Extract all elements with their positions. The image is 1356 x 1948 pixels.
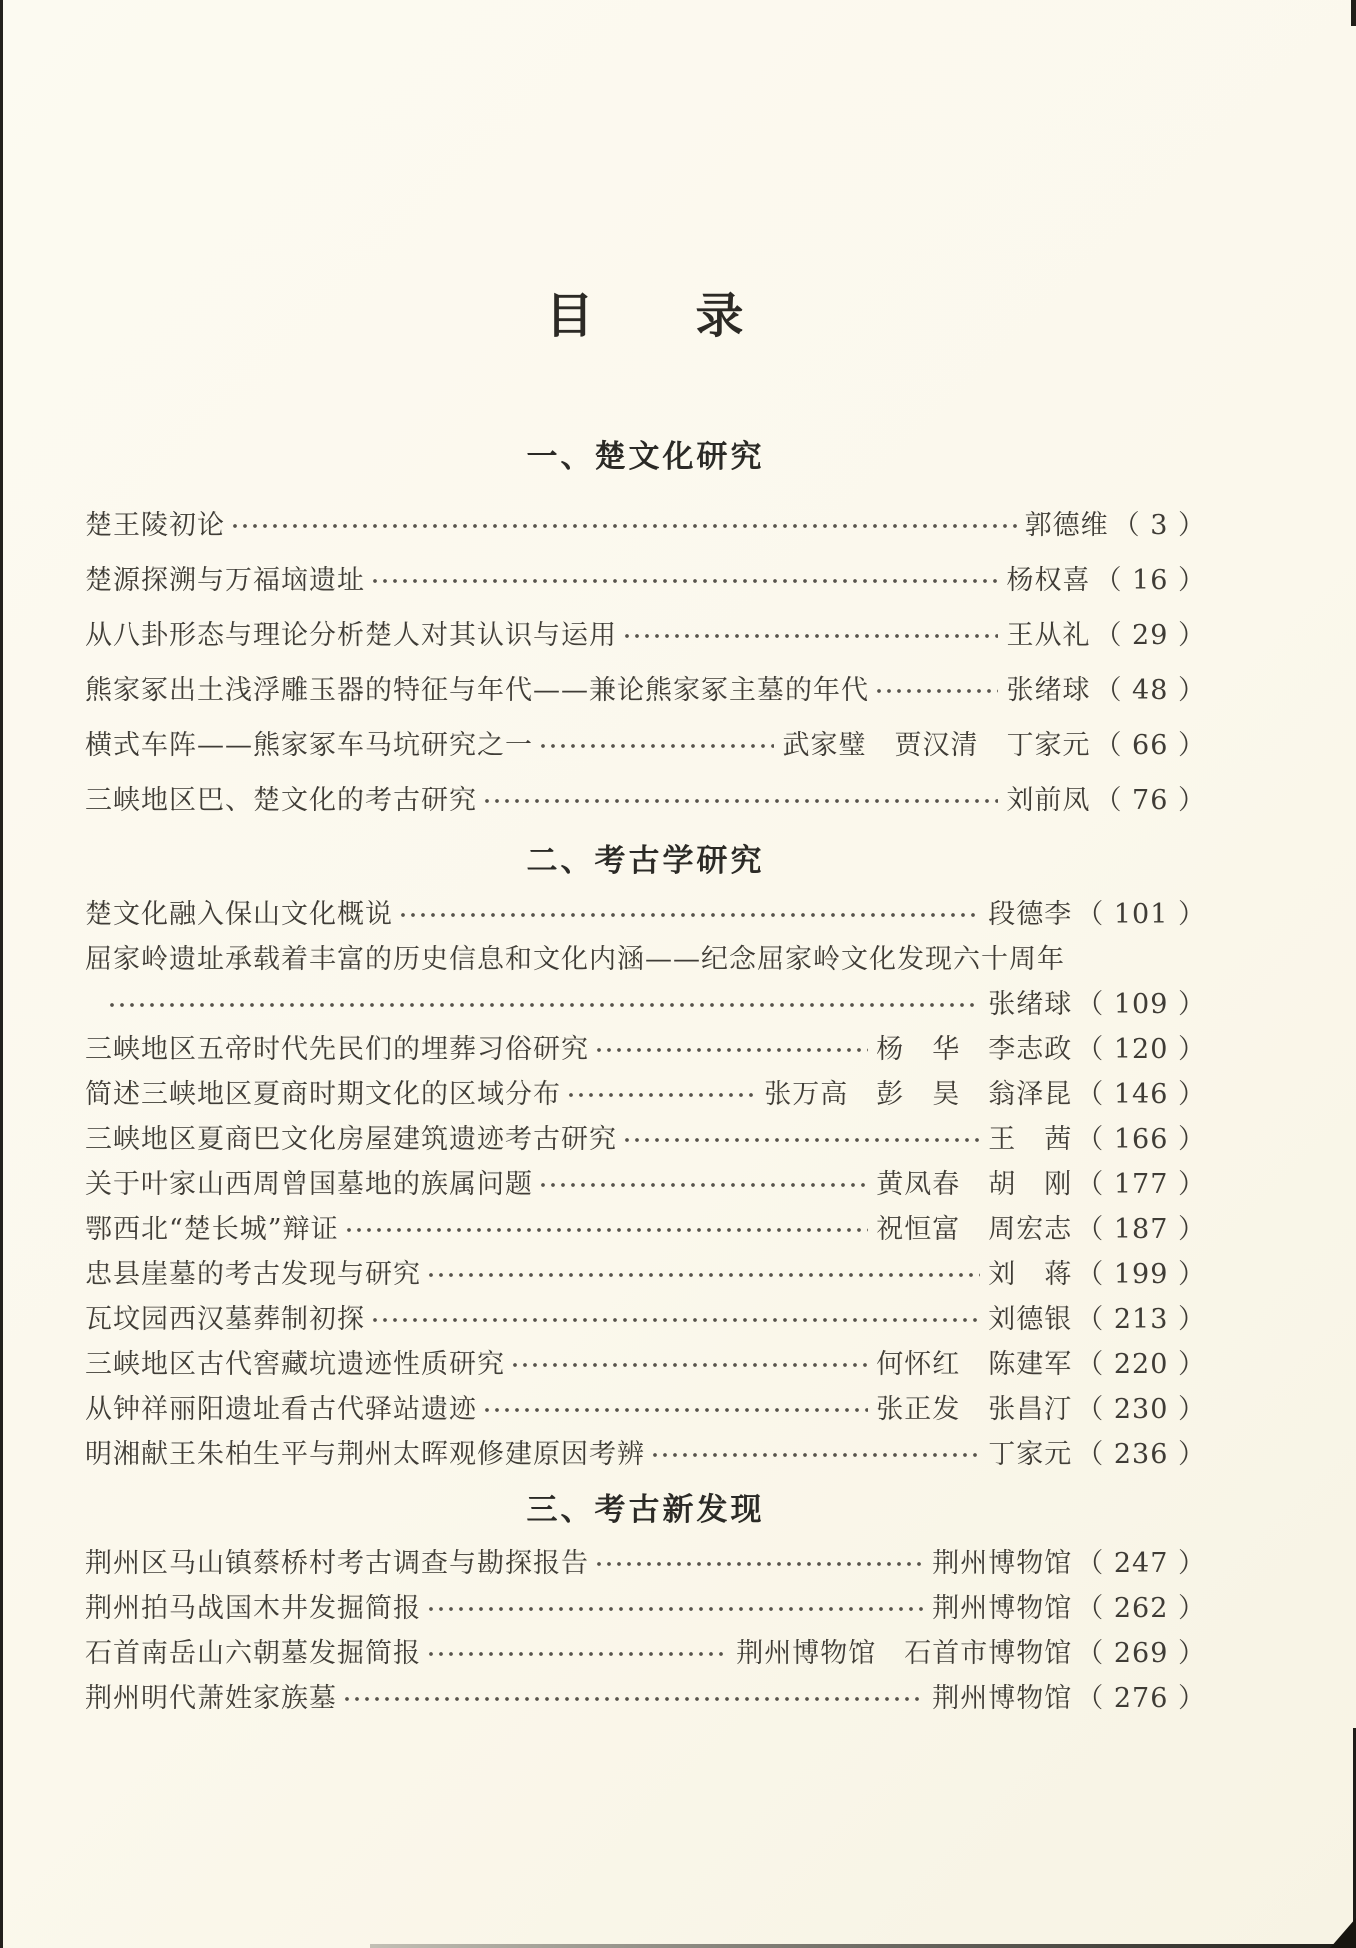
toc-entry — [85, 553, 1206, 608]
toc-entry-list — [85, 498, 1206, 828]
entry-page-number: （ 146 ） — [1076, 1079, 1206, 1110]
entry-title: 简述三峡地区夏商时期文化的区域分布 — [85, 1079, 561, 1110]
dot-leader — [620, 621, 998, 651]
dot-leader — [620, 1125, 980, 1155]
entry-authors: 荆州博物馆 石首市博物馆 — [736, 1638, 1073, 1669]
entry-page-number: （ 29 ） — [1094, 620, 1206, 651]
toc-entry — [85, 1162, 1206, 1207]
entry-title: 荆州明代萧姓家族墓 — [85, 1683, 337, 1714]
entry-page-number: （ 177 ） — [1076, 1169, 1206, 1200]
dot-leader — [396, 900, 980, 930]
entry-title: 楚王陵初论 — [85, 510, 225, 541]
entry-title: 楚源探溯与万福垴遗址 — [85, 565, 365, 596]
entry-page-number: （ 109 ） — [1076, 989, 1206, 1020]
entry-authors: 张万高 彭 昊 翁泽昆 — [764, 1079, 1073, 1110]
toc-entry — [85, 1541, 1206, 1586]
entry-page-number: （ 236 ） — [1076, 1439, 1206, 1470]
dot-leader — [368, 1305, 980, 1335]
entry-title: 屈家岭遗址承载着丰富的历史信息和文化内涵——纪念屈家岭文化发现六十周年 — [85, 944, 1065, 975]
toc-section — [85, 1491, 1206, 1721]
entry-title: 三峡地区夏商巴文化房屋建筑遗迹考古研究 — [85, 1124, 617, 1155]
entry-authors: 祝恒富 周宏志 — [876, 1214, 1073, 1245]
entry-title: 熊家冢出土浅浮雕玉器的特征与年代——兼论熊家冢主墓的年代 — [85, 675, 869, 706]
toc-entry-list — [85, 1541, 1206, 1721]
dot-leader — [424, 1594, 924, 1624]
entry-title: 石首南岳山六朝墓发掘简报 — [85, 1638, 421, 1669]
scan-edge-bottom — [370, 1944, 1356, 1948]
dot-leader — [508, 1350, 868, 1380]
entry-title: 三峡地区巴、楚文化的考古研究 — [85, 785, 477, 816]
toc-entry — [85, 1586, 1206, 1631]
entry-authors: 刘德银 — [988, 1304, 1073, 1335]
entry-page-number: （ 16 ） — [1094, 565, 1206, 596]
toc-entry — [85, 1252, 1206, 1297]
toc-entry — [85, 1072, 1206, 1117]
entry-title: 三峡地区五帝时代先民们的埋葬习俗研究 — [85, 1034, 589, 1065]
toc-entry — [85, 1117, 1206, 1162]
entry-title: 关于叶家山西周曾国墓地的族属问题 — [85, 1169, 533, 1200]
entry-title: 瓦坟园西汉墓葬制初探 — [85, 1304, 365, 1335]
toc-entry — [85, 498, 1206, 553]
toc-entry — [85, 718, 1206, 773]
entry-authors: 杨权喜 — [1006, 565, 1091, 596]
section-heading: 三、考古新发现 — [526, 1492, 765, 1528]
entry-authors: 刘前凤 — [1006, 785, 1091, 816]
entry-authors: 刘 蒋 — [988, 1259, 1073, 1290]
page-title: 目 录 — [545, 288, 746, 344]
entry-title: 横式车阵——熊家冢车马坑研究之一 — [85, 730, 533, 761]
toc-entry — [85, 773, 1206, 828]
entry-page-number: （ 247 ） — [1076, 1548, 1206, 1579]
entry-page-number: （ 276 ） — [1076, 1683, 1206, 1714]
entry-title: 三峡地区古代窖藏坑遗迹性质研究 — [85, 1349, 505, 1380]
dot-leader — [105, 990, 980, 1020]
scan-corner-top-right — [1351, 0, 1356, 26]
toc-entry — [85, 1342, 1206, 1387]
toc-entry — [85, 1387, 1206, 1432]
entry-authors: 何怀红 陈建军 — [876, 1349, 1073, 1380]
toc-section — [85, 842, 1206, 1477]
entry-page-number: （ 120 ） — [1076, 1034, 1206, 1065]
entry-authors: 王 茜 — [988, 1124, 1073, 1155]
entry-page-number: （ 213 ） — [1076, 1304, 1206, 1335]
dot-leader — [424, 1260, 980, 1290]
toc-entry — [85, 1432, 1206, 1477]
entry-authors: 黄凤春 胡 刚 — [876, 1169, 1073, 1200]
dot-leader — [592, 1035, 868, 1065]
entry-page-number: （ 269 ） — [1076, 1638, 1206, 1669]
entry-authors: 杨 华 李志政 — [876, 1034, 1073, 1065]
toc-entry — [85, 1631, 1206, 1676]
entry-authors: 荆州博物馆 — [932, 1593, 1073, 1624]
section-heading: 一、楚文化研究 — [526, 439, 765, 475]
entry-page-number: （ 66 ） — [1094, 730, 1206, 761]
toc-entry — [85, 663, 1206, 718]
toc-entry — [85, 1676, 1206, 1721]
entry-page-number: （ 166 ） — [1076, 1124, 1206, 1155]
dot-leader — [424, 1639, 728, 1669]
dot-leader — [648, 1440, 980, 1470]
entry-page-number: （ 262 ） — [1076, 1593, 1206, 1624]
toc-entry-continuation — [85, 982, 1206, 1027]
toc-entry — [85, 1207, 1206, 1252]
entry-authors: 武家璧 贾汉清 丁家元 — [782, 730, 1091, 761]
toc-sections — [85, 438, 1206, 1721]
entry-title: 明湘献王朱柏生平与荆州太晖观修建原因考辨 — [85, 1439, 645, 1470]
entry-page-number: （ 3 ） — [1112, 510, 1206, 541]
entry-title: 从钟祥丽阳遗址看古代驿站遗迹 — [85, 1394, 477, 1425]
entry-title: 鄂西北“楚长城”辩证 — [85, 1214, 339, 1245]
entry-page-number: （ 187 ） — [1076, 1214, 1206, 1245]
dot-leader — [368, 566, 998, 596]
dot-leader — [228, 511, 1017, 541]
entry-authors: 王从礼 — [1006, 620, 1091, 651]
entry-page-number: （ 48 ） — [1094, 675, 1206, 706]
entry-page-number: （ 220 ） — [1076, 1349, 1206, 1380]
toc-entry — [85, 608, 1206, 663]
entry-authors: 郭德维 — [1024, 510, 1109, 541]
dot-leader — [564, 1080, 756, 1110]
dot-leader — [592, 1549, 924, 1579]
scan-corner-bottom-right — [1330, 1918, 1356, 1948]
dot-leader — [340, 1684, 924, 1714]
dot-leader — [536, 731, 774, 761]
entry-title: 楚文化融入保山文化概说 — [85, 899, 393, 930]
entry-title: 荆州拍马战国木井发掘简报 — [85, 1593, 421, 1624]
entry-authors: 荆州博物馆 — [932, 1548, 1073, 1579]
entry-authors: 张绪球 — [1006, 675, 1091, 706]
entry-authors: 段德李 — [988, 899, 1073, 930]
entry-page-number: （ 199 ） — [1076, 1259, 1206, 1290]
entry-authors: 荆州博物馆 — [932, 1683, 1073, 1714]
entry-title: 荆州区马山镇蔡桥村考古调查与勘探报告 — [85, 1548, 589, 1579]
dot-leader — [480, 786, 998, 816]
entry-title: 从八卦形态与理论分析楚人对其认识与运用 — [85, 620, 617, 651]
dot-leader — [342, 1215, 869, 1245]
toc-entry-list — [85, 892, 1206, 1477]
section-heading: 二、考古学研究 — [526, 843, 765, 879]
entry-authors: 张正发 张昌汀 — [876, 1394, 1073, 1425]
entry-authors: 丁家元 — [988, 1439, 1073, 1470]
dot-leader — [872, 676, 998, 706]
entry-authors: 张绪球 — [988, 989, 1073, 1020]
entry-title: 忠县崖墓的考古发现与研究 — [85, 1259, 421, 1290]
entry-page-number: （ 76 ） — [1094, 785, 1206, 816]
toc-entry — [85, 937, 1206, 982]
toc-section — [85, 438, 1206, 828]
toc-entry — [85, 892, 1206, 937]
scan-edge-left — [0, 0, 3, 1948]
toc-entry — [85, 1027, 1206, 1072]
dot-leader — [480, 1395, 868, 1425]
entry-page-number: （ 101 ） — [1076, 899, 1206, 930]
entry-page-number: （ 230 ） — [1076, 1394, 1206, 1425]
dot-leader — [536, 1170, 868, 1200]
toc-entry — [85, 1297, 1206, 1342]
